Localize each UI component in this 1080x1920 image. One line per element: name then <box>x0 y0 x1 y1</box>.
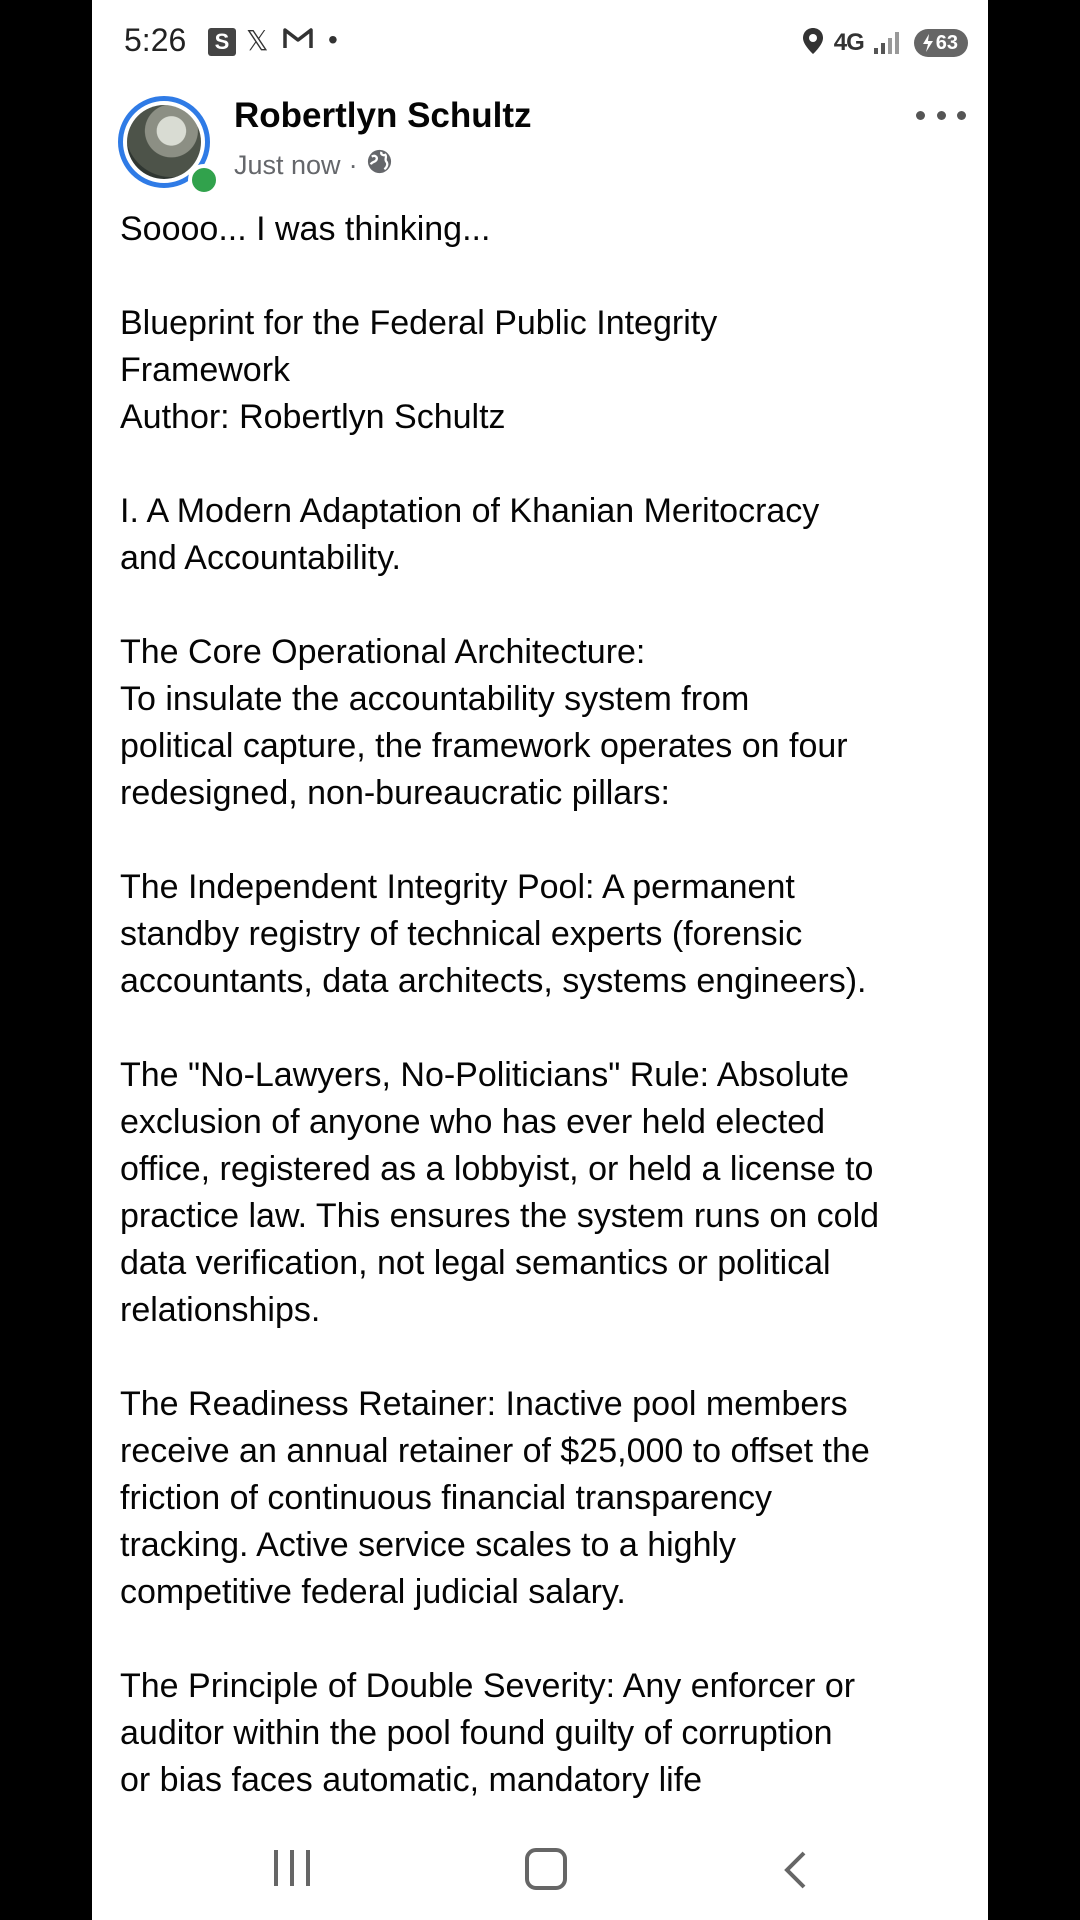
post-paragraph: The "No-Lawyers, No-Politicians" Rule: Absolute exclusion of anyone who has ever held elected office, registered as a lobbyist, or held a license to practice law. This ensures the system runs on cold data verification, not legal semantics or political relationships. <box>120 1056 880 1329</box>
gmail-icon <box>282 24 314 57</box>
post-time[interactable]: Just now <box>234 149 341 180</box>
online-status-icon <box>188 164 220 196</box>
avatar-photo <box>127 105 201 179</box>
post-paragraph: The Readiness Retainer: Inactive pool members receive an annual retainer of $25,000 to offset the friction of continuous financial transparency tracking. Active service scales to a highly competitive federal judicial salary. <box>120 1385 870 1611</box>
battery-level: 63 <box>935 31 958 54</box>
home-icon[interactable] <box>525 1848 567 1890</box>
location-icon <box>802 27 824 60</box>
phone-screen <box>92 0 988 1920</box>
post-paragraph: I. A Modern Adaptation of Khanian Meritocracy and Accountability. <box>120 492 820 577</box>
post-meta <box>234 148 393 182</box>
s-icon: S <box>208 28 236 56</box>
post-paragraph: The Principle of Double Severity: Any enforcer or auditor within the pool found guilty of corruption or bias faces automatic, mandatory life <box>120 1667 856 1799</box>
system-status <box>802 28 968 58</box>
post-paragraph: The Independent Integrity Pool: A permanent standby registry of technical experts (forensic accountants, data architects, systems engineers). <box>120 868 867 1000</box>
x-icon: 𝕏 <box>246 25 269 56</box>
dot-icon: • <box>328 24 338 55</box>
meta-separator: · <box>348 149 358 180</box>
post-author-name[interactable]: Robertlyn Schultz <box>234 96 532 135</box>
network-label: 4G <box>833 29 864 56</box>
back-icon[interactable] <box>782 1850 808 1895</box>
post-text <box>120 206 960 1851</box>
status-time: 5:26 <box>124 22 187 58</box>
battery-icon <box>914 29 968 57</box>
post-paragraph: The Core Operational Architecture: To insulate the accountability system from political capture, the framework operates on four redesigned, non-bureaucratic pillars: <box>120 633 848 812</box>
globe-icon <box>366 148 393 182</box>
status-bar <box>92 0 988 86</box>
post-paragraph: Soooo... I was thinking... <box>120 210 491 248</box>
recents-icon[interactable] <box>274 1850 310 1886</box>
post-paragraph: Blueprint for the Federal Public Integrity Framework Author: Robertlyn Schultz <box>120 304 718 436</box>
more-options-icon[interactable] <box>916 100 966 130</box>
signal-icon <box>874 28 904 59</box>
navigation-bar <box>92 1820 988 1920</box>
